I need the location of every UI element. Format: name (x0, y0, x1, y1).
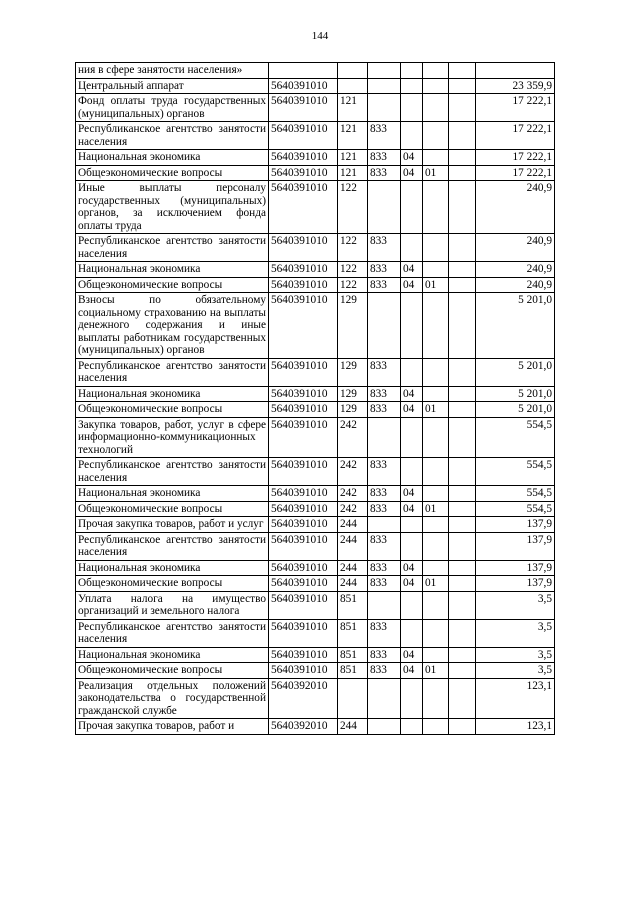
subsection-code-cell (423, 719, 449, 735)
section-code-cell (401, 532, 423, 560)
budget-table (75, 62, 555, 735)
expense-type-cell: 242 (338, 417, 368, 458)
amount-cell: 17 222,1 (476, 122, 555, 150)
empty-code-cell (449, 234, 476, 262)
expense-type-cell: 244 (338, 560, 368, 576)
department-code-cell (368, 678, 401, 719)
target-article-cell: 5640391010 (269, 517, 338, 533)
row-name-cell: Общеэкономические вопросы (76, 501, 269, 517)
expense-type-cell (338, 678, 368, 719)
amount-cell: 123,1 (476, 678, 555, 719)
department-code-cell: 833 (368, 663, 401, 679)
target-article-cell: 5640391010 (269, 458, 338, 486)
subsection-code-cell (423, 293, 449, 359)
empty-code-cell (449, 417, 476, 458)
section-code-cell (401, 619, 423, 647)
row-name-cell: Прочая закупка товаров, работ и (76, 719, 269, 735)
section-code-cell (401, 78, 423, 94)
subsection-code-cell (423, 678, 449, 719)
row-name-cell: Национальная экономика (76, 486, 269, 502)
amount-cell: 23 359,9 (476, 78, 555, 94)
amount-cell: 3,5 (476, 591, 555, 619)
table-row (76, 619, 555, 647)
row-name-cell: Общеэкономические вопросы (76, 663, 269, 679)
expense-type-cell: 244 (338, 719, 368, 735)
expense-type-cell: 121 (338, 122, 368, 150)
amount-cell: 5 201,0 (476, 358, 555, 386)
table-row (76, 576, 555, 592)
target-article-cell: 5640391010 (269, 262, 338, 278)
target-article-cell: 5640391010 (269, 663, 338, 679)
expense-type-cell: 121 (338, 150, 368, 166)
empty-code-cell (449, 262, 476, 278)
target-article-cell: 5640391010 (269, 486, 338, 502)
amount-cell: 137,9 (476, 560, 555, 576)
section-code-cell: 04 (401, 501, 423, 517)
table-row (76, 591, 555, 619)
section-code-cell: 04 (401, 560, 423, 576)
department-code-cell: 833 (368, 234, 401, 262)
expense-type-cell: 242 (338, 486, 368, 502)
row-name-cell: Национальная экономика (76, 560, 269, 576)
target-article-cell: 5640391010 (269, 402, 338, 418)
department-code-cell: 833 (368, 150, 401, 166)
section-code-cell: 04 (401, 262, 423, 278)
table-row (76, 122, 555, 150)
section-code-cell (401, 234, 423, 262)
target-article-cell: 5640391010 (269, 78, 338, 94)
section-code-cell (401, 591, 423, 619)
amount-cell: 5 201,0 (476, 386, 555, 402)
expense-type-cell: 851 (338, 663, 368, 679)
amount-cell: 554,5 (476, 458, 555, 486)
empty-code-cell (449, 591, 476, 619)
empty-code-cell (449, 560, 476, 576)
department-code-cell: 833 (368, 402, 401, 418)
section-code-cell (401, 719, 423, 735)
empty-code-cell (449, 619, 476, 647)
department-code-cell: 833 (368, 165, 401, 181)
row-name-cell: Взносы по обязательному социальному страхованию на выплаты денежного содержания и иные выплаты работникам государственных (муниципальных) органов (76, 293, 269, 359)
empty-code-cell (449, 678, 476, 719)
row-name-cell: Национальная экономика (76, 386, 269, 402)
empty-code-cell (449, 293, 476, 359)
empty-code-cell (449, 165, 476, 181)
section-code-cell (401, 94, 423, 122)
amount-cell (476, 63, 555, 79)
amount-cell: 5 201,0 (476, 293, 555, 359)
department-code-cell (368, 517, 401, 533)
expense-type-cell: 129 (338, 358, 368, 386)
expense-type-cell: 129 (338, 402, 368, 418)
table-row (76, 78, 555, 94)
target-article-cell: 5640391010 (269, 277, 338, 293)
department-code-cell: 833 (368, 262, 401, 278)
amount-cell: 137,9 (476, 517, 555, 533)
target-article-cell: 5640391010 (269, 94, 338, 122)
amount-cell: 17 222,1 (476, 165, 555, 181)
subsection-code-cell (423, 532, 449, 560)
expense-type-cell: 242 (338, 501, 368, 517)
subsection-code-cell: 01 (423, 501, 449, 517)
empty-code-cell (449, 501, 476, 517)
expense-type-cell: 851 (338, 619, 368, 647)
target-article-cell: 5640391010 (269, 417, 338, 458)
amount-cell: 137,9 (476, 576, 555, 592)
row-name-cell: Центральный аппарат (76, 78, 269, 94)
subsection-code-cell: 01 (423, 663, 449, 679)
department-code-cell: 833 (368, 486, 401, 502)
subsection-code-cell: 01 (423, 576, 449, 592)
subsection-code-cell (423, 517, 449, 533)
target-article-cell: 5640391010 (269, 619, 338, 647)
target-article-cell: 5640391010 (269, 165, 338, 181)
department-code-cell (368, 63, 401, 79)
row-name-cell: Прочая закупка товаров, работ и услуг (76, 517, 269, 533)
amount-cell: 240,9 (476, 277, 555, 293)
target-article-cell: 5640392010 (269, 719, 338, 735)
row-name-cell: Республиканское агентство занятости населения (76, 122, 269, 150)
target-article-cell: 5640391010 (269, 386, 338, 402)
table-row (76, 458, 555, 486)
section-code-cell: 04 (401, 486, 423, 502)
row-name-cell: Реализация отдельных положений законодательства о государственной гражданской службе (76, 678, 269, 719)
section-code-cell: 04 (401, 277, 423, 293)
section-code-cell: 04 (401, 386, 423, 402)
department-code-cell: 833 (368, 358, 401, 386)
subsection-code-cell (423, 417, 449, 458)
empty-code-cell (449, 122, 476, 150)
table-row (76, 293, 555, 359)
empty-code-cell (449, 63, 476, 79)
department-code-cell (368, 417, 401, 458)
section-code-cell: 04 (401, 663, 423, 679)
expense-type-cell: 122 (338, 262, 368, 278)
empty-code-cell (449, 150, 476, 166)
table-row (76, 560, 555, 576)
row-name-cell: Республиканское агентство занятости населения (76, 458, 269, 486)
department-code-cell: 833 (368, 501, 401, 517)
subsection-code-cell (423, 150, 449, 166)
table-row (76, 402, 555, 418)
section-code-cell (401, 517, 423, 533)
target-article-cell (269, 63, 338, 79)
expense-type-cell: 121 (338, 94, 368, 122)
target-article-cell: 5640391010 (269, 293, 338, 359)
row-name-cell: Уплата налога на имущество организаций и земельного налога (76, 591, 269, 619)
amount-cell: 3,5 (476, 647, 555, 663)
row-name-cell: Общеэкономические вопросы (76, 402, 269, 418)
subsection-code-cell (423, 647, 449, 663)
table-row (76, 486, 555, 502)
table-row (76, 262, 555, 278)
row-name-cell: Общеэкономические вопросы (76, 277, 269, 293)
expense-type-cell: 244 (338, 576, 368, 592)
section-code-cell: 04 (401, 402, 423, 418)
empty-code-cell (449, 532, 476, 560)
table-row (76, 663, 555, 679)
subsection-code-cell: 01 (423, 402, 449, 418)
subsection-code-cell (423, 560, 449, 576)
row-name-cell: Национальная экономика (76, 262, 269, 278)
section-code-cell: 04 (401, 150, 423, 166)
amount-cell: 240,9 (476, 234, 555, 262)
row-name-cell: Фонд оплаты труда государственных (муниципальных) органов (76, 94, 269, 122)
expense-type-cell: 129 (338, 293, 368, 359)
table-row (76, 277, 555, 293)
section-code-cell: 04 (401, 576, 423, 592)
table-row (76, 678, 555, 719)
subsection-code-cell: 01 (423, 277, 449, 293)
section-code-cell (401, 417, 423, 458)
section-code-cell (401, 63, 423, 79)
subsection-code-cell (423, 486, 449, 502)
subsection-code-cell: 01 (423, 165, 449, 181)
department-code-cell (368, 591, 401, 619)
department-code-cell (368, 293, 401, 359)
target-article-cell: 5640391010 (269, 501, 338, 517)
table-row (76, 532, 555, 560)
row-name-cell: Общеэкономические вопросы (76, 576, 269, 592)
target-article-cell: 5640391010 (269, 576, 338, 592)
row-name-cell: Республиканское агентство занятости населения (76, 358, 269, 386)
subsection-code-cell (423, 78, 449, 94)
empty-code-cell (449, 277, 476, 293)
amount-cell: 3,5 (476, 619, 555, 647)
empty-code-cell (449, 719, 476, 735)
subsection-code-cell (423, 94, 449, 122)
subsection-code-cell (423, 262, 449, 278)
expense-type-cell: 244 (338, 532, 368, 560)
amount-cell: 554,5 (476, 417, 555, 458)
target-article-cell: 5640391010 (269, 560, 338, 576)
row-name-cell: ния в сфере занятости населения» (76, 63, 269, 79)
empty-code-cell (449, 517, 476, 533)
expense-type-cell: 122 (338, 277, 368, 293)
section-code-cell (401, 458, 423, 486)
table-row (76, 358, 555, 386)
department-code-cell: 833 (368, 386, 401, 402)
table-row (76, 386, 555, 402)
row-name-cell: Иные выплаты персоналу государственных (муниципальных) органов, за исключением фонда оплаты труда (76, 181, 269, 234)
expense-type-cell: 121 (338, 165, 368, 181)
expense-type-cell: 851 (338, 647, 368, 663)
expense-type-cell (338, 63, 368, 79)
empty-code-cell (449, 486, 476, 502)
amount-cell: 240,9 (476, 262, 555, 278)
section-code-cell (401, 181, 423, 234)
department-code-cell: 833 (368, 576, 401, 592)
section-code-cell (401, 293, 423, 359)
expense-type-cell: 242 (338, 458, 368, 486)
amount-cell: 3,5 (476, 663, 555, 679)
department-code-cell (368, 719, 401, 735)
table-body (76, 63, 555, 735)
amount-cell: 5 201,0 (476, 402, 555, 418)
subsection-code-cell (423, 458, 449, 486)
empty-code-cell (449, 663, 476, 679)
table-row (76, 150, 555, 166)
subsection-code-cell (423, 122, 449, 150)
amount-cell: 123,1 (476, 719, 555, 735)
subsection-code-cell (423, 619, 449, 647)
department-code-cell (368, 94, 401, 122)
section-code-cell (401, 678, 423, 719)
table-row (76, 234, 555, 262)
section-code-cell (401, 122, 423, 150)
table-row (76, 181, 555, 234)
amount-cell: 554,5 (476, 486, 555, 502)
empty-code-cell (449, 647, 476, 663)
target-article-cell: 5640391010 (269, 358, 338, 386)
page-number: 144 (311, 30, 329, 42)
department-code-cell: 833 (368, 458, 401, 486)
amount-cell: 554,5 (476, 501, 555, 517)
department-code-cell: 833 (368, 122, 401, 150)
department-code-cell (368, 181, 401, 234)
target-article-cell: 5640391010 (269, 234, 338, 262)
department-code-cell: 833 (368, 647, 401, 663)
row-name-cell: Республиканское агентство занятости населения (76, 532, 269, 560)
empty-code-cell (449, 458, 476, 486)
expense-type-cell: 129 (338, 386, 368, 402)
empty-code-cell (449, 576, 476, 592)
empty-code-cell (449, 94, 476, 122)
empty-code-cell (449, 402, 476, 418)
empty-code-cell (449, 181, 476, 234)
subsection-code-cell (423, 234, 449, 262)
table-row (76, 63, 555, 79)
section-code-cell (401, 358, 423, 386)
row-name-cell: Национальная экономика (76, 647, 269, 663)
target-article-cell: 5640391010 (269, 122, 338, 150)
expense-type-cell: 122 (338, 181, 368, 234)
row-name-cell: Общеэкономические вопросы (76, 165, 269, 181)
amount-cell: 17 222,1 (476, 94, 555, 122)
table-row (76, 94, 555, 122)
target-article-cell: 5640391010 (269, 181, 338, 234)
department-code-cell: 833 (368, 532, 401, 560)
subsection-code-cell (423, 591, 449, 619)
subsection-code-cell (423, 386, 449, 402)
row-name-cell: Национальная экономика (76, 150, 269, 166)
department-code-cell (368, 78, 401, 94)
empty-code-cell (449, 358, 476, 386)
table-row (76, 517, 555, 533)
subsection-code-cell (423, 181, 449, 234)
table-row (76, 647, 555, 663)
table-row (76, 719, 555, 735)
amount-cell: 240,9 (476, 181, 555, 234)
target-article-cell: 5640392010 (269, 678, 338, 719)
row-name-cell: Республиканское агентство занятости населения (76, 234, 269, 262)
expense-type-cell (338, 78, 368, 94)
target-article-cell: 5640391010 (269, 532, 338, 560)
subsection-code-cell (423, 358, 449, 386)
section-code-cell: 04 (401, 647, 423, 663)
row-name-cell: Закупка товаров, работ, услуг в сфере информационно-коммуникационных технологий (76, 417, 269, 458)
empty-code-cell (449, 78, 476, 94)
table-row (76, 501, 555, 517)
table-row (76, 165, 555, 181)
row-name-cell: Республиканское агентство занятости населения (76, 619, 269, 647)
section-code-cell: 04 (401, 165, 423, 181)
target-article-cell: 5640391010 (269, 150, 338, 166)
department-code-cell: 833 (368, 277, 401, 293)
expense-type-cell: 851 (338, 591, 368, 619)
target-article-cell: 5640391010 (269, 647, 338, 663)
amount-cell: 137,9 (476, 532, 555, 560)
department-code-cell: 833 (368, 560, 401, 576)
department-code-cell: 833 (368, 619, 401, 647)
amount-cell: 17 222,1 (476, 150, 555, 166)
expense-type-cell: 122 (338, 234, 368, 262)
table-row (76, 417, 555, 458)
target-article-cell: 5640391010 (269, 591, 338, 619)
expense-type-cell: 244 (338, 517, 368, 533)
subsection-code-cell (423, 63, 449, 79)
empty-code-cell (449, 386, 476, 402)
